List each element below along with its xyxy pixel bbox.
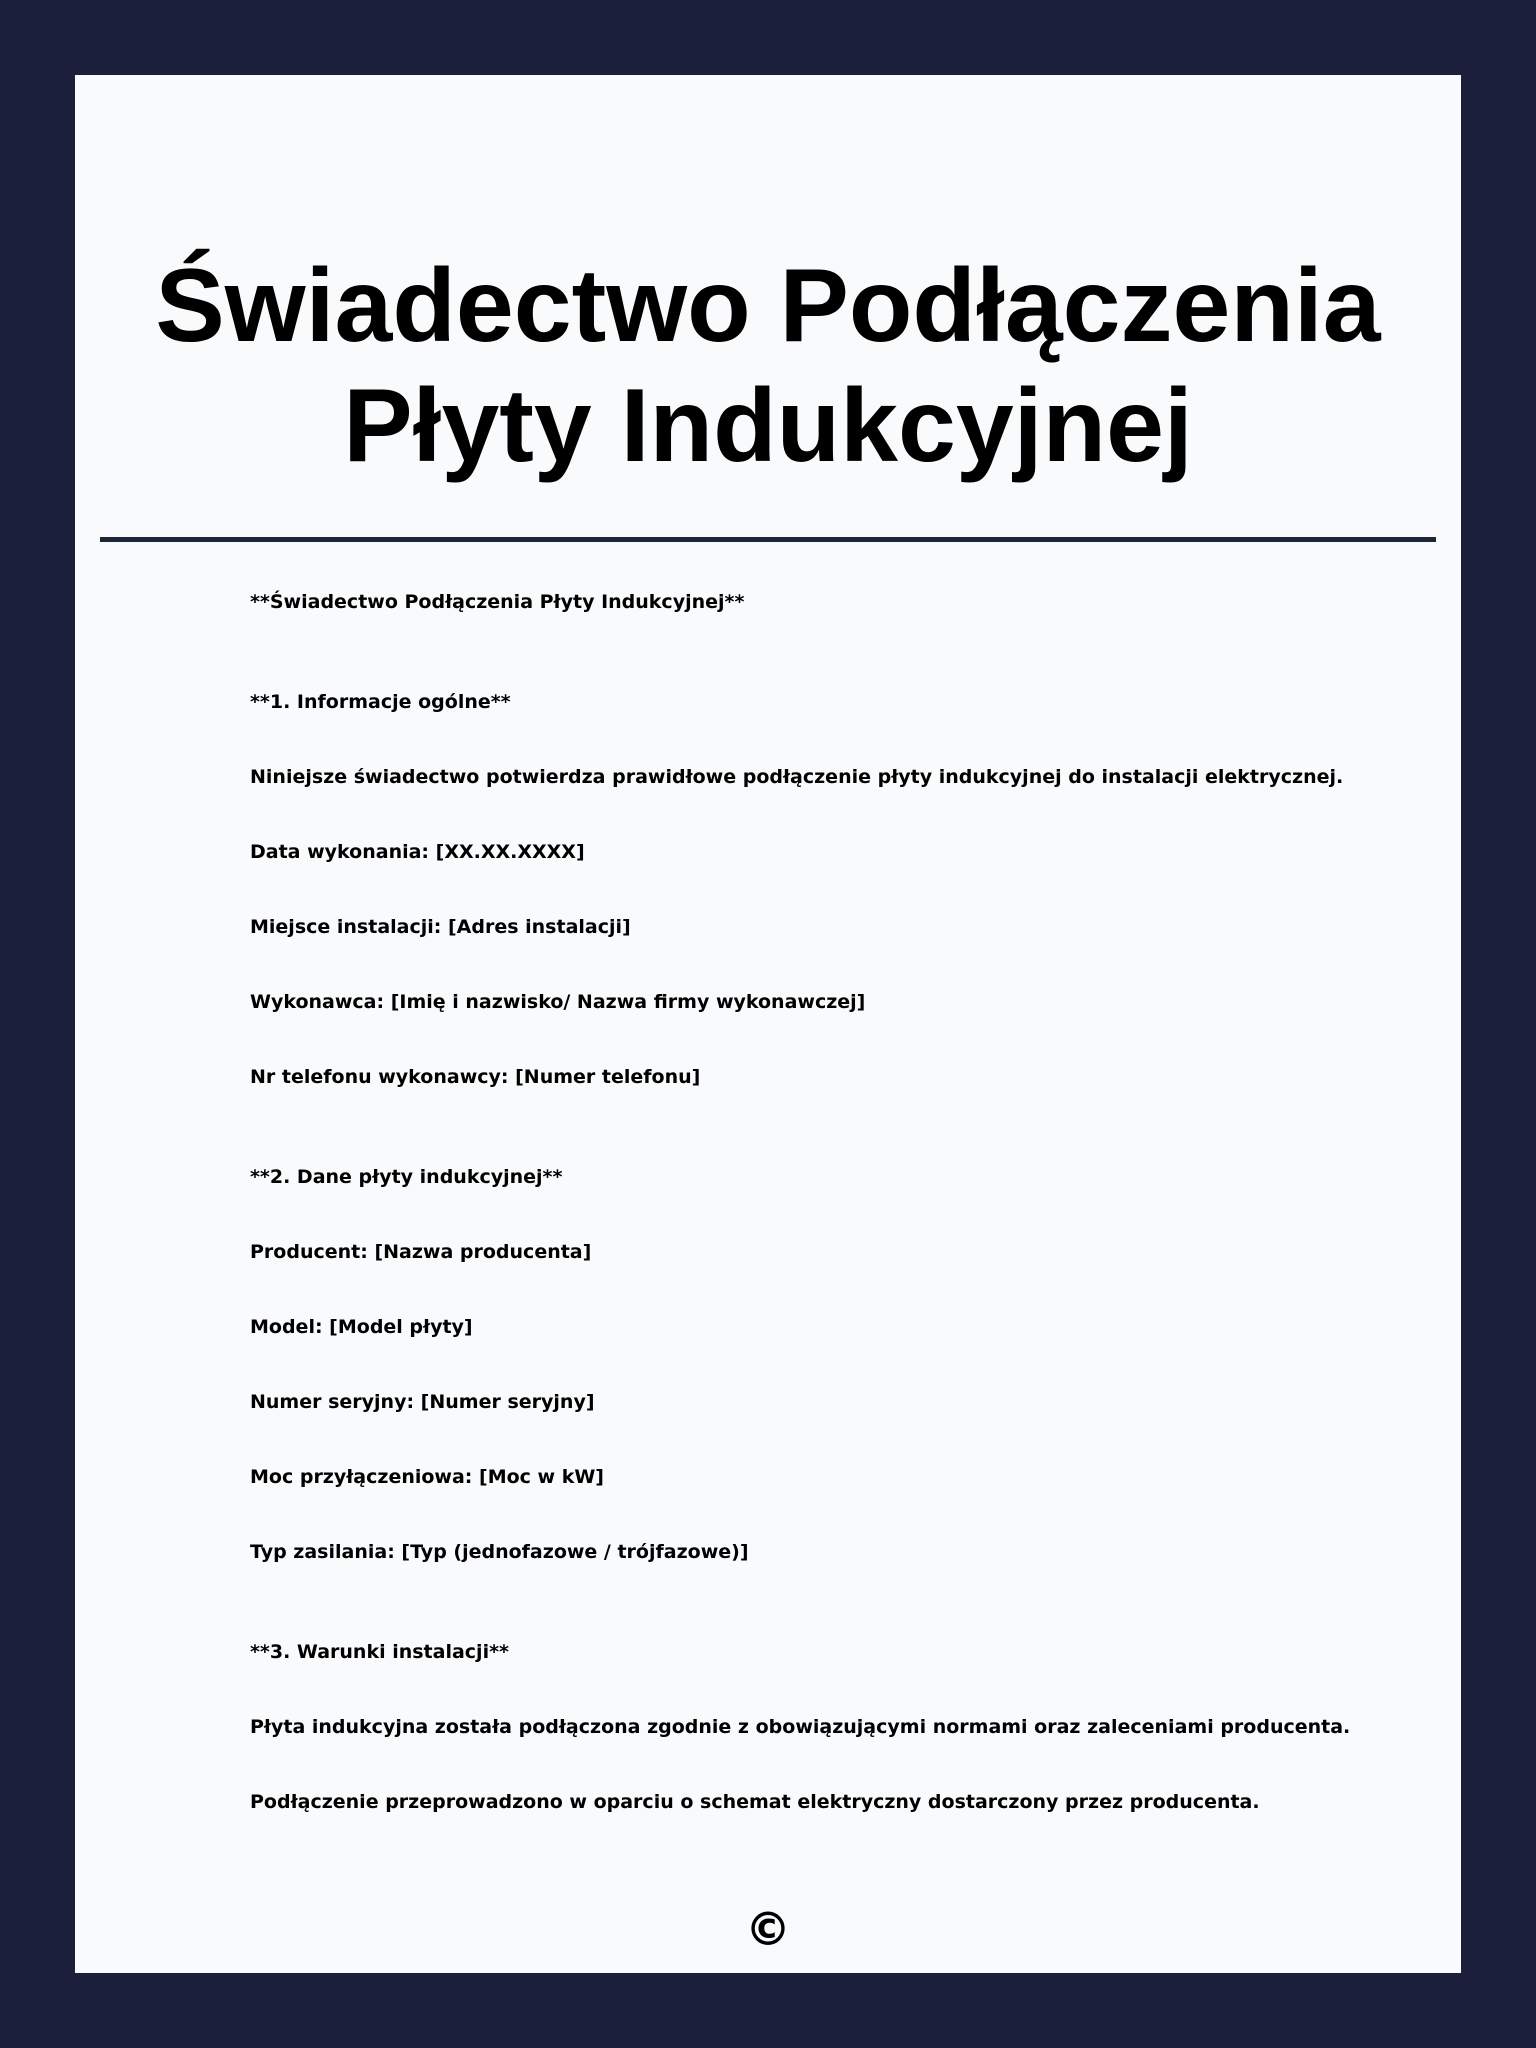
copyright-icon: © <box>745 1902 791 1956</box>
execution-date: Data wykonania: [XX.XX.XXXX] <box>250 841 585 863</box>
model: Model: [Model płyty] <box>250 1316 473 1338</box>
document-title-line-1: Świadectwo Podłączenia <box>155 248 1381 364</box>
contractor: Wykonawca: [Imię i nazwisko/ Nazwa firmy wykonawczej] <box>250 991 866 1013</box>
section-3-heading: **3. Warunki instalacji** <box>250 1641 509 1663</box>
supply-type: Typ zasilania: [Typ (jednofazowe / trójfazowe)] <box>250 1541 749 1563</box>
section-2-heading: **2. Dane płyty indukcyjnej** <box>250 1166 563 1188</box>
section-1-heading: **1. Informacje ogólne** <box>250 691 511 713</box>
connection-power: Moc przyłączeniowa: [Moc w kW] <box>250 1466 604 1488</box>
producer: Producent: [Nazwa producenta] <box>250 1241 592 1263</box>
norms-compliance: Płyta indukcyjna została podłączona zgodnie z obowiązującymi normami oraz zaleceniami producenta. <box>250 1716 1351 1738</box>
document-page <box>75 75 1461 1973</box>
section-1-intro: Niniejsze świadectwo potwierdza prawidłowe podłączenie płyty indukcyjnej do instalacji elektrycznej. <box>250 766 1344 788</box>
document-title-line-2: Płyty Indukcyjnej <box>343 368 1193 484</box>
installation-place: Miejsce instalacji: [Adres instalacji] <box>250 916 631 938</box>
document-heading: **Świadectwo Podłączenia Płyty Indukcyjnej** <box>250 591 745 613</box>
document-title <box>75 246 1461 486</box>
title-divider <box>100 537 1436 542</box>
serial-number: Numer seryjny: [Numer seryjny] <box>250 1391 595 1413</box>
wiring-scheme: Podłączenie przeprowadzono w oparciu o schemat elektryczny dostarczony przez producenta. <box>250 1791 1260 1813</box>
contractor-phone: Nr telefonu wykonawcy: [Numer telefonu] <box>250 1066 701 1088</box>
